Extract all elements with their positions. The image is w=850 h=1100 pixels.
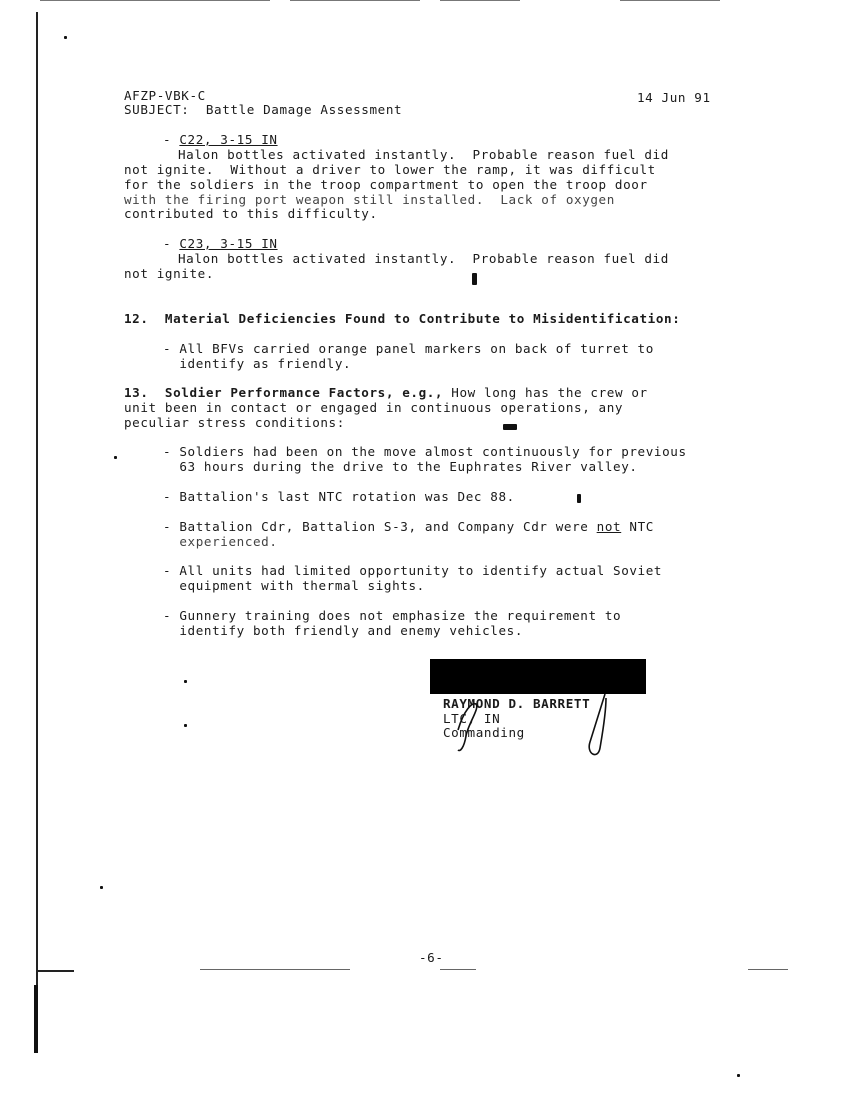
c22-line: for the soldiers in the troop compartment to open the troop door [124,177,648,192]
item-13-bullet-line [163,519,654,534]
scan-speck [472,273,477,285]
page-number: -6- [419,950,444,965]
scan-speck [114,456,117,459]
scan-binding-line [36,12,38,1052]
c23-line: Halon bottles activated instantly. Probable reason fuel did [178,251,669,266]
item-13-bullet-text: - Battalion Cdr, Battalion S-3, and Company Cdr were [163,519,597,534]
c22-dash: - [163,132,172,147]
scan-speck [100,886,103,889]
item-13-bullet-line: - Soldiers had been on the move almost continuously for previous [163,444,687,459]
item-13-bullet-line: - All units had limited opportunity to identify actual Soviet [163,563,663,578]
scan-bottom-line [748,969,788,970]
item-13-number: 13. [124,385,149,400]
item-13-bullet-line: 63 hours during the drive to the Euphrates River valley. [163,459,638,474]
item-13-title: Soldier Performance Factors, e.g., [164,385,444,400]
scan-speck [503,424,517,430]
scan-top-line [290,0,420,1]
item-13-bullet-line: - Gunnery training does not emphasize the requirement to [163,608,622,623]
office-symbol: AFZP-VBK-C [124,88,206,103]
item-13-bullet-line: experienced. [163,534,278,549]
scan-top-line [40,0,270,1]
c22-heading-line [163,132,278,147]
scan-top-line [620,0,720,1]
c23-heading-line [163,236,278,251]
item-13-ntc-word: NTC [621,519,654,534]
item-12-bullet-line: - All BFVs carried orange panel markers on back of turret to [163,341,654,356]
signer-rank: LTC, IN [443,711,501,726]
item-13-line: peculiar stress conditions: [124,415,345,430]
c22-line: with the firing port weapon still installed. Lack of oxygen [124,192,615,207]
subject-line [124,102,402,117]
c23-dash: - [163,236,172,251]
scan-speck [737,1074,740,1077]
redaction-box [430,659,646,694]
c23-heading: C23, 3-15 IN [179,236,278,251]
item-13-bullet-line: - Battalion's last NTC rotation was Dec 88. [163,489,515,504]
scan-speck [64,36,67,39]
item-13-not-word: not [596,519,622,534]
item-12-heading [124,311,680,326]
item-13-bullet-line: identify both friendly and enemy vehicles. [163,623,524,638]
handwritten-signature [440,690,620,760]
document-date: 14 Jun 91 [637,90,711,105]
scan-speck [577,494,581,503]
c22-line: contributed to this difficulty. [124,206,378,221]
item-12-number: 12. [124,311,149,326]
item-12-bullet-line: identify as friendly. [163,356,352,371]
signer-name: RAYMOND D. BARRETT [443,696,591,711]
item-13-line: unit been in contact or engaged in continuous operations, any [124,400,624,415]
scan-bottom-line [200,969,350,970]
item-12-title: Material Deficiencies Found to Contribute to Misidentification: [164,311,681,326]
c22-line: not ignite. Without a driver to lower the ramp, it was difficult [124,162,656,177]
item-13-heading [124,385,648,400]
c22-line: Halon bottles activated instantly. Probable reason fuel did [178,147,669,162]
c22-heading: C22, 3-15 IN [179,132,278,147]
signer-title: Commanding [443,725,525,740]
subject-text: Battle Damage Assessment [205,102,403,117]
item-13-title-rest: How long has the crew or [443,385,648,400]
scan-speck [184,724,187,727]
scan-speck [184,680,187,683]
subject-label: SUBJECT: [124,102,190,117]
scan-binding-edge [34,985,38,1053]
scan-edge-mark [38,970,74,972]
scan-top-line [440,0,520,1]
scan-bottom-line [440,969,476,970]
item-13-bullet-line: equipment with thermal sights. [163,578,425,593]
c23-line: not ignite. [124,266,215,281]
